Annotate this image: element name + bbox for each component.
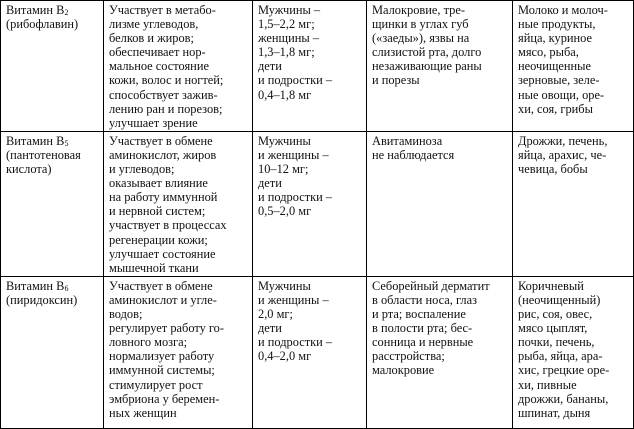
cell-line: регулирует работу го-	[109, 321, 224, 336]
cell-line: белков и жиров;	[109, 31, 194, 46]
cell-line: дети	[258, 321, 282, 336]
vitamin-name-cell	[1, 131, 104, 276]
vitamin-subscript: 6	[64, 283, 69, 293]
vitamin-subscript: 5	[64, 138, 69, 148]
vitamin-table-body	[1, 1, 634, 429]
cell-line: Мужчины	[258, 278, 311, 293]
cell-line: малокровие	[372, 363, 435, 378]
cell-line: в области носа, глаз	[372, 292, 477, 307]
cell-line: аминокислот и угле-	[109, 292, 217, 307]
cell-line: Участвует в обмене	[109, 278, 213, 293]
cell-line: слизистой рта, долго	[372, 45, 482, 60]
cell-line: рыба, яйца, ара-	[518, 349, 603, 364]
cell-line: почки, печень,	[518, 335, 595, 350]
cell-line: оказывает влияние	[109, 176, 208, 191]
functions-cell	[104, 1, 253, 132]
cell-line: обеспечивает нор-	[109, 45, 206, 60]
cell-line: аминокислот, жиров	[109, 147, 217, 162]
cell-line: улучшает состояние	[109, 246, 216, 261]
cell-line: (неочищенный)	[518, 292, 601, 307]
cell-line: хис, грецкие оре-	[518, 363, 610, 378]
cell-line: кожи, волос и ногтей;	[109, 73, 224, 88]
cell-line: дети	[258, 176, 282, 191]
daily-dose-cell	[253, 131, 367, 276]
cell-line: 0,4–1,8 мг	[258, 87, 312, 102]
cell-line: улучшает зрение	[109, 115, 198, 130]
functions-cell	[104, 276, 253, 428]
cell-line: регенерации кожи;	[109, 232, 208, 247]
cell-line: и женщины –	[258, 147, 329, 162]
vitamin-subscript: 2	[64, 8, 69, 17]
cell-line: способствует зажив-	[109, 87, 218, 102]
cell-line: и нервной систем;	[109, 204, 206, 219]
deficiency-symptoms-cell	[367, 131, 513, 276]
cell-line: Дрожжи, печень,	[518, 133, 608, 148]
cell-line: щинки в углах губ	[372, 17, 469, 32]
cell-line: Витамин $B_2$	[6, 3, 69, 17]
cell-line: водов;	[109, 307, 143, 322]
cell-line: и углеводов;	[109, 162, 175, 177]
cell-line: Коричневый	[518, 278, 584, 293]
daily-dose-cell	[253, 1, 367, 132]
cell-line: Мужчины	[258, 133, 311, 148]
table-row	[1, 131, 634, 276]
cell-line: в полости рта; бес-	[372, 321, 473, 336]
cell-line: ные продукты,	[518, 17, 596, 32]
cell-line: чевица, бобы	[518, 162, 588, 177]
food-sources-cell	[513, 1, 634, 132]
cell-line: яйца, куриное	[518, 31, 592, 46]
cell-line: мышечной ткани	[109, 260, 199, 275]
daily-dose-cell	[253, 276, 367, 428]
cell-line: («заеды»), язвы на	[372, 31, 470, 46]
cell-line: 2,0 мг;	[258, 307, 293, 322]
cell-line: яйца, арахис, че-	[518, 147, 607, 162]
cell-line: 1,5–2,2 мг;	[258, 17, 315, 32]
cell-line: (пантотеновая	[6, 147, 81, 162]
table-row	[1, 276, 634, 428]
functions-cell	[104, 131, 253, 276]
cell-line: рис, соя, овес,	[518, 307, 593, 322]
cell-line: кислота)	[6, 162, 52, 177]
cell-line: Витамин $B_6$	[6, 278, 69, 293]
cell-line: и подростки –	[258, 73, 333, 88]
cell-line: ловного мозга;	[109, 335, 188, 350]
cell-line: (пиридоксин)	[6, 292, 78, 307]
cell-line: 1,3–1,8 мг;	[258, 45, 315, 60]
cell-line: Мужчины –	[258, 3, 321, 17]
cell-line: Себорейный дерматит	[372, 278, 490, 293]
cell-line: эмбриона у беремен-	[109, 391, 220, 406]
cell-line: дрожжи, бананы,	[518, 391, 609, 406]
cell-line: иммунной системы;	[109, 363, 215, 378]
cell-line: нормализует работу	[109, 349, 215, 364]
vitamin-name-cell	[1, 1, 104, 132]
cell-line: шпинат, дыня	[518, 405, 591, 420]
vitamin-name-cell	[1, 276, 104, 428]
deficiency-symptoms-cell	[367, 1, 513, 132]
cell-line: 0,4–2,0 мг	[258, 349, 312, 364]
cell-line: женщины –	[258, 31, 319, 46]
cell-line: 0,5–2,0 мг	[258, 204, 312, 219]
cell-line: и рта; воспаление	[372, 307, 466, 322]
cell-line: расстройства;	[372, 349, 445, 364]
cell-line: хи, соя, грибы	[518, 101, 593, 116]
cell-line: незаживающие раны	[372, 59, 482, 74]
cell-line: стимулирует рост	[109, 377, 203, 392]
food-sources-cell	[513, 131, 634, 276]
cell-line: и порезы	[372, 73, 420, 88]
cell-line: ных женщин	[109, 405, 177, 420]
table-row	[1, 1, 634, 132]
cell-line: мальное состояние	[109, 59, 209, 74]
cell-line: Молоко и молоч-	[518, 3, 608, 17]
cell-line: не наблюдается	[372, 147, 455, 162]
cell-line: Авитаминоза	[372, 133, 443, 148]
cell-line: Витамин $B_5$	[6, 133, 69, 148]
cell-line: Малокровие, тре-	[372, 3, 465, 17]
cell-line: лению ран и порезов;	[109, 101, 223, 116]
cell-line: зерновые, зеле-	[518, 73, 600, 88]
cell-line: и подростки –	[258, 335, 333, 350]
cell-line: ные овощи, оре-	[518, 87, 605, 102]
cell-line: сонница и нервные	[372, 335, 474, 350]
cell-line: Участвует в обмене	[109, 133, 213, 148]
cell-line: дети	[258, 59, 282, 74]
cell-line: неочищенные	[518, 59, 591, 74]
cell-line: мясо, рыба,	[518, 45, 579, 60]
cell-line: и подростки –	[258, 190, 333, 205]
cell-line: и женщины –	[258, 292, 329, 307]
cell-line: хи, пивные	[518, 377, 577, 392]
cell-line: (рибофлавин)	[6, 17, 79, 32]
cell-line: участвует в процессах	[109, 218, 227, 233]
cell-line: лизме углеводов,	[109, 17, 199, 32]
deficiency-symptoms-cell	[367, 276, 513, 428]
cell-line: Участвует в метабо-	[109, 3, 216, 17]
cell-line: 10–12 мг;	[258, 162, 309, 177]
cell-line: на работу иммунной	[109, 190, 218, 205]
cell-line: мясо цыплят,	[518, 321, 588, 336]
food-sources-cell	[513, 276, 634, 428]
